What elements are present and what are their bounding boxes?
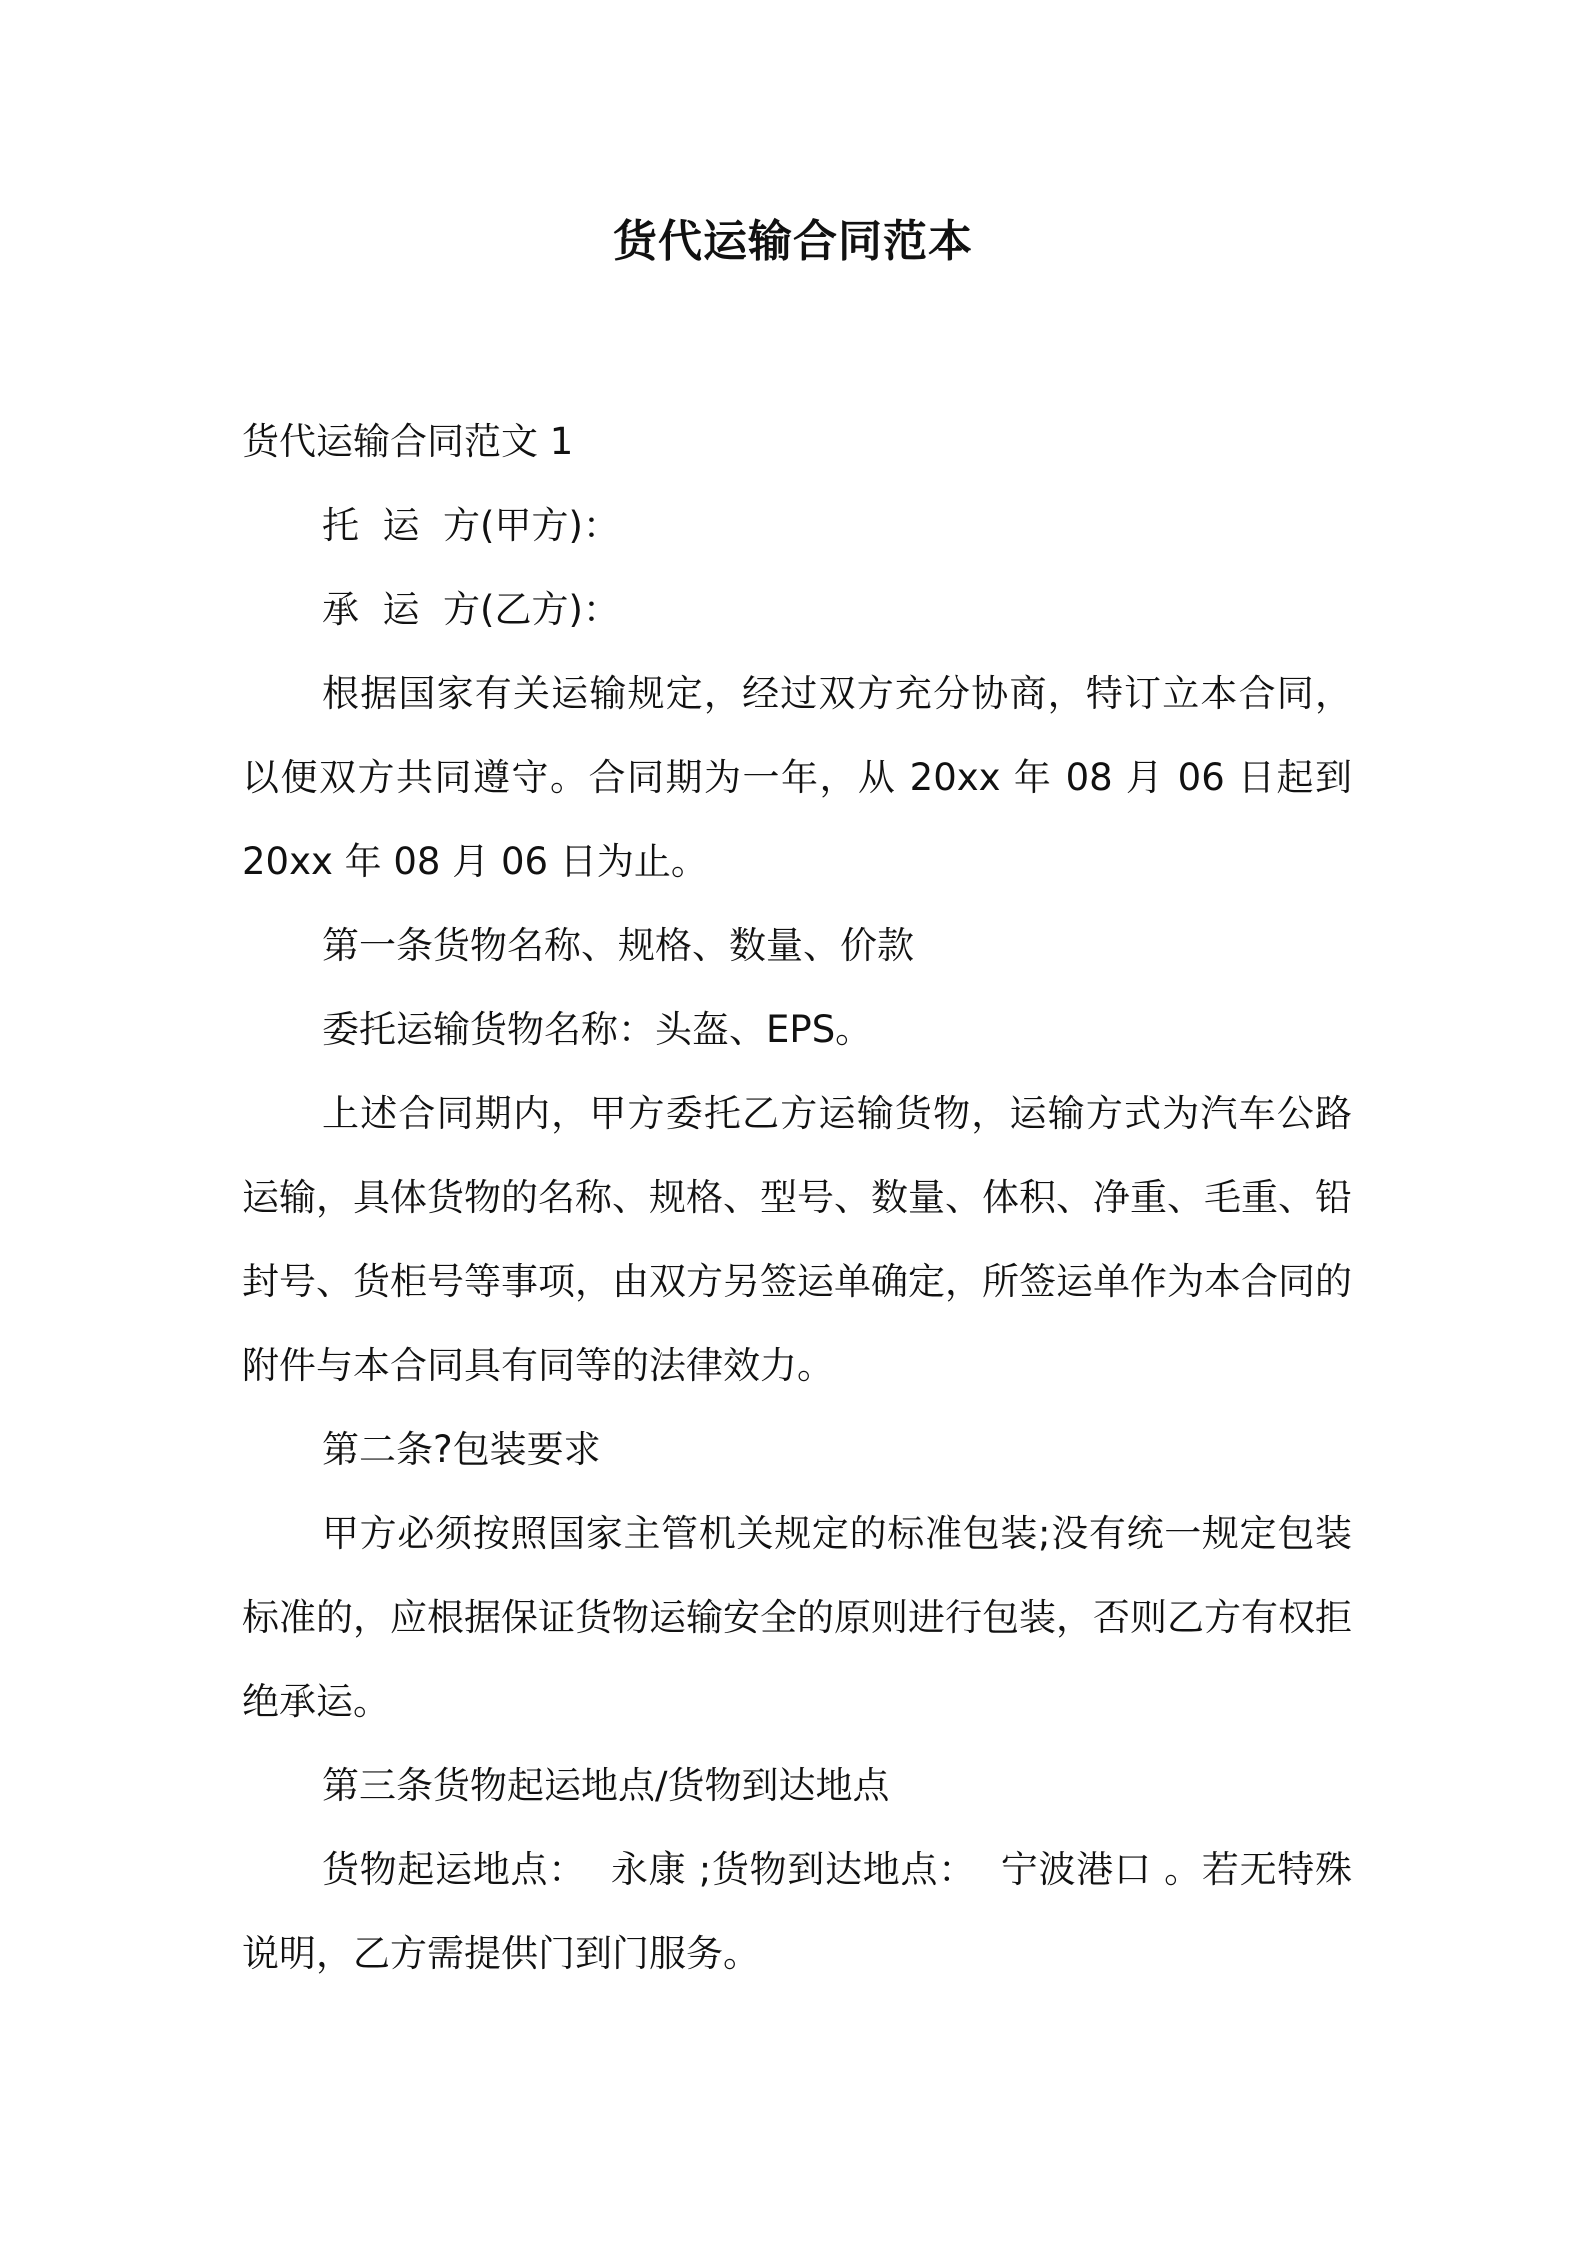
intro-paragraph: 根据国家有关运输规定，经过双方充分协商，特订立本合同，以便双方共同遵守。合同期为一年，从 20xx 年 08 月 06 日起到 20xx 年 08 月 06 日为止。: [242, 672, 1352, 883]
subtitle: 货代运输合同范文 1: [242, 420, 574, 463]
article3-body: 货物起运地点： 永康 ;货物到达地点： 宁波港口 。若无特殊说明，乙方需提供门到门服务。: [242, 1848, 1352, 1975]
document-title: 货代运输合同范本: [613, 216, 973, 267]
article3-heading: 第三条货物起运地点/货物到达地点: [322, 1764, 890, 1807]
goods-name-line: 委托运输货物名称：头盔、EPS。: [322, 1008, 873, 1051]
shipper-line: 托 运 方(甲方)：: [322, 504, 620, 547]
carrier-line: 承 运 方(乙方)：: [322, 588, 620, 631]
article2-heading: 第二条?包装要求: [322, 1428, 601, 1471]
article1-heading: 第一条货物名称、规格、数量、价款: [322, 924, 914, 967]
article2-body: 甲方必须按照国家主管机关规定的标准包装;没有统一规定包装标准的，应根据保证货物运输安全的原则进行包装，否则乙方有权拒绝承运。: [242, 1512, 1352, 1723]
article1-body: 上述合同期内，甲方委托乙方运输货物，运输方式为汽车公路运输，具体货物的名称、规格、型号、数量、体积、净重、毛重、铅封号、货柜号等事项，由双方另签运单确定，所签运单作为本合同的附件与本合同具有同等的法律效力。: [242, 1092, 1352, 1387]
document-body: [242, 400, 1352, 1996]
